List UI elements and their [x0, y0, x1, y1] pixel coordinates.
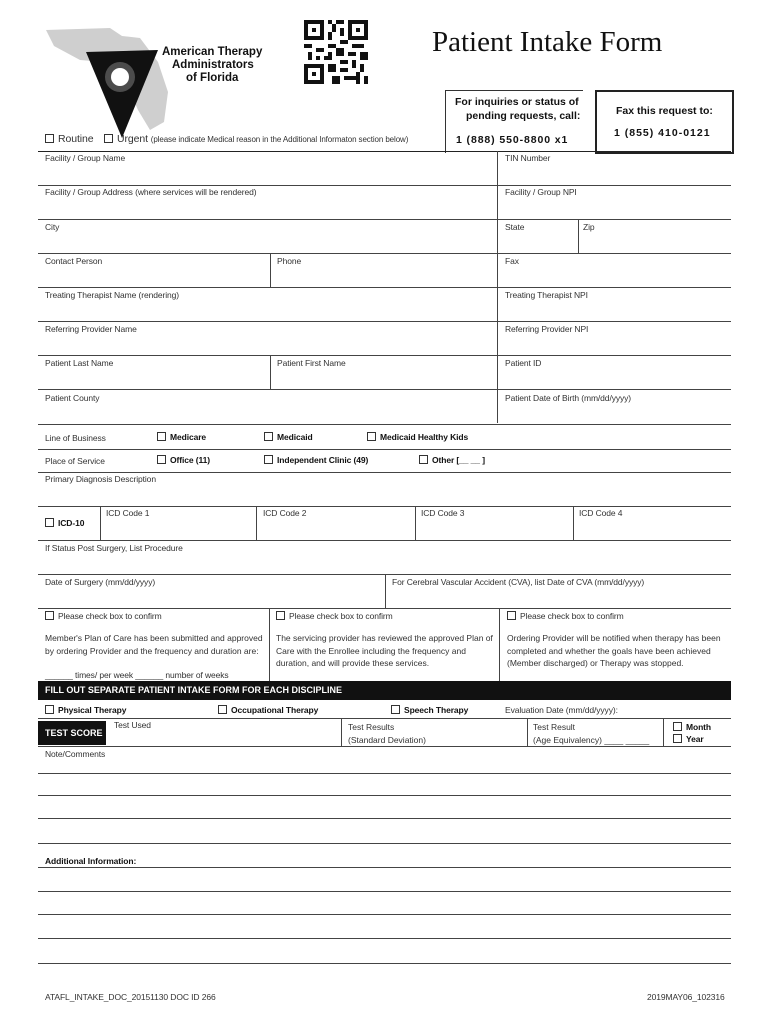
contact-person-field[interactable]: Contact Person: [45, 256, 103, 266]
year-checkbox[interactable]: [673, 734, 682, 743]
frequency-duration-field[interactable]: ______ times/ per week ______ number of weeks: [45, 670, 229, 680]
logo: [40, 22, 170, 147]
physical-therapy-checkbox[interactable]: [45, 705, 54, 714]
phone-field[interactable]: Phone: [277, 256, 302, 266]
medicare-checkbox[interactable]: [157, 432, 166, 441]
patient-first-name-field[interactable]: Patient First Name: [277, 358, 346, 368]
routine-checkbox[interactable]: [45, 134, 54, 143]
facility-group-name-field[interactable]: Facility / Group Name: [45, 153, 126, 163]
confirm-checkbox-3[interactable]: [507, 611, 516, 620]
note-line[interactable]: [38, 843, 731, 844]
note-line[interactable]: [38, 795, 731, 796]
fax-label: Fax this request to:: [616, 105, 713, 117]
additional-info-line[interactable]: [38, 891, 731, 892]
referring-provider-npi-field[interactable]: Referring Provider NPI: [505, 324, 589, 334]
year-option[interactable]: Year: [673, 734, 704, 744]
additional-info-line[interactable]: [38, 867, 731, 868]
medicaid-option[interactable]: Medicaid: [264, 432, 313, 442]
footer-doc-id: ATAFL_INTAKE_DOC_20151130 DOC ID 266: [45, 992, 216, 1002]
speech-therapy-checkbox[interactable]: [391, 705, 400, 714]
note-line[interactable]: [38, 818, 731, 819]
org-name-line1: American Therapy: [162, 46, 263, 58]
urgent-checkbox[interactable]: [104, 134, 113, 143]
city-field[interactable]: City: [45, 222, 60, 232]
test-result-age-field[interactable]: Test Result (Age Equivalency) ____ _____: [533, 722, 650, 745]
patient-dob-field[interactable]: Patient Date of Birth (mm/dd/yyyy): [505, 393, 632, 403]
patient-id-field[interactable]: Patient ID: [505, 358, 542, 368]
inquiry-text-line1: For inquiries or status of: [455, 96, 579, 108]
speech-therapy-option[interactable]: Speech Therapy: [391, 705, 468, 715]
independent-clinic-checkbox[interactable]: [264, 455, 273, 464]
inquiry-phone: 1 (888) 550-8800 x1: [456, 134, 569, 146]
medicare-option[interactable]: Medicare: [157, 432, 206, 442]
additional-info-line[interactable]: [38, 914, 731, 915]
icd-code-3-field[interactable]: ICD Code 3: [421, 508, 465, 518]
confirm-checkbox-1[interactable]: [45, 611, 54, 620]
plan-of-care-text: Member's Plan of Care has been submitted and approved by ordering Provider and the frequency and duration are:: [45, 633, 263, 656]
test-score-label: TEST SCORE: [45, 728, 103, 738]
date-of-surgery-field[interactable]: Date of Surgery (mm/dd/yyyy): [45, 577, 156, 587]
confirm-checkbox-2[interactable]: [276, 611, 285, 620]
occupational-therapy-option[interactable]: Occupational Therapy: [218, 705, 318, 715]
additional-info-line[interactable]: [38, 963, 731, 964]
org-name-line2: Administrators: [172, 59, 254, 71]
physical-therapy-option[interactable]: Physical Therapy: [45, 705, 126, 715]
fax-field[interactable]: Fax: [505, 256, 519, 266]
zip-field[interactable]: Zip: [583, 222, 595, 232]
medicaid-checkbox[interactable]: [264, 432, 273, 441]
urgent-option[interactable]: Urgent (please indicate Medical reason in the Additional Informaton section below): [104, 133, 408, 145]
other-place-checkbox[interactable]: [419, 455, 428, 464]
confirm-option-3[interactable]: Please check box to confirm: [507, 611, 624, 621]
fax-number: 1 (855) 410-0121: [614, 127, 711, 139]
state-field[interactable]: State: [505, 222, 525, 232]
test-results-field[interactable]: Test Results (Standard Deviation): [348, 722, 426, 745]
medicaid-healthy-kids-option[interactable]: Medicaid Healthy Kids: [367, 432, 468, 442]
facility-group-npi-field[interactable]: Facility / Group NPI: [505, 187, 577, 197]
additional-info-line[interactable]: [38, 938, 731, 939]
treating-therapist-name-field[interactable]: Treating Therapist Name (rendering): [45, 290, 179, 300]
routine-option[interactable]: Routine: [45, 133, 94, 145]
patient-county-field[interactable]: Patient County: [45, 393, 100, 403]
discipline-banner-text: FILL OUT SEPARATE PATIENT INTAKE FORM FOR EACH DISCIPLINE: [45, 685, 342, 695]
icd-code-4-field[interactable]: ICD Code 4: [579, 508, 623, 518]
note-line[interactable]: [38, 773, 731, 774]
qr-code: [304, 20, 368, 84]
patient-last-name-field[interactable]: Patient Last Name: [45, 358, 114, 368]
evaluation-date-field[interactable]: Evaluation Date (mm/dd/yyyy):: [505, 705, 618, 715]
office-option[interactable]: Office (11): [157, 455, 210, 465]
icd10-checkbox[interactable]: [45, 518, 54, 527]
occupational-therapy-checkbox[interactable]: [218, 705, 227, 714]
fax-box: [595, 90, 734, 154]
post-surgery-procedure-field[interactable]: If Status Post Surgery, List Procedure: [45, 543, 183, 553]
primary-diagnosis-field[interactable]: Primary Diagnosis Description: [45, 474, 156, 484]
treating-therapist-npi-field[interactable]: Treating Therapist NPI: [505, 290, 588, 300]
icd-code-2-field[interactable]: ICD Code 2: [263, 508, 307, 518]
confirm-option-1[interactable]: Please check box to confirm: [45, 611, 162, 621]
urgent-note: (please indicate Medical reason in the Additional Informaton section below): [150, 135, 409, 144]
line-of-business-label: Line of Business: [45, 433, 106, 443]
independent-clinic-option[interactable]: Independent Clinic (49): [264, 455, 368, 465]
servicing-provider-text: The servicing provider has reviewed the approved Plan of Care with the Enrollee including the frequency and duration, and will provide these services.: [276, 633, 493, 668]
icd10-option[interactable]: ICD-10: [45, 518, 84, 528]
test-used-field[interactable]: Test Used: [114, 720, 151, 730]
office-checkbox[interactable]: [157, 455, 166, 464]
tin-number-field[interactable]: TIN Number: [505, 153, 551, 163]
page-title: Patient Intake Form: [432, 26, 663, 58]
note-comments-label: Note/Comments: [45, 749, 106, 759]
month-option[interactable]: Month: [673, 722, 711, 732]
additional-info-label: Additional Information:: [45, 856, 137, 866]
confirm-option-2[interactable]: Please check box to confirm: [276, 611, 393, 621]
icd-code-1-field[interactable]: ICD Code 1: [106, 508, 150, 518]
month-checkbox[interactable]: [673, 722, 682, 731]
footer-timestamp: 2019MAY06_102316: [647, 992, 725, 1002]
cva-date-field[interactable]: For Cerebral Vascular Accident (CVA), list Date of CVA (mm/dd/yyyy): [392, 577, 645, 587]
medicaid-healthy-kids-checkbox[interactable]: [367, 432, 376, 441]
other-place-option[interactable]: Other [__ __ ]: [419, 455, 485, 465]
inquiry-text-line2: pending requests, call:: [466, 110, 581, 122]
referring-provider-name-field[interactable]: Referring Provider Name: [45, 324, 137, 334]
ordering-provider-text: Ordering Provider will be notified when therapy has been completed and whether the goals have been achieved (Member discharged) or Therapy was stopped.: [507, 633, 721, 668]
place-of-service-label: Place of Service: [45, 456, 105, 466]
org-name-line3: of Florida: [186, 72, 239, 84]
facility-group-address-field[interactable]: Facility / Group Address (where services will be rendered): [45, 187, 257, 197]
